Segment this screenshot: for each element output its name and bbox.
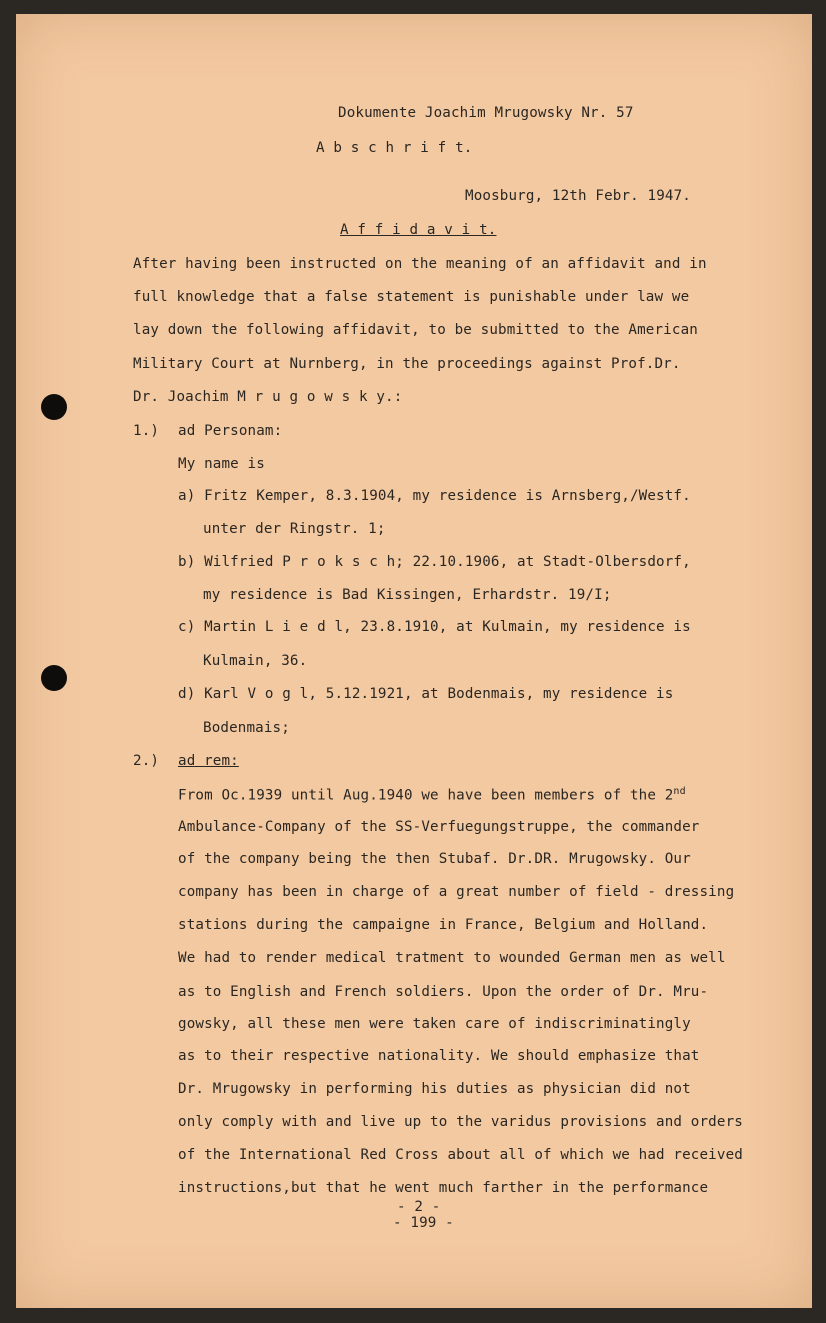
intro-line: Dr. Joachim M r u g o w s k y.: bbox=[133, 389, 403, 405]
section-lead: My name is bbox=[178, 456, 265, 472]
person-line: my residence is Bad Kissingen, Erhardstr. 19/I; bbox=[203, 587, 612, 603]
body-line: of the International Red Cross about all of which we had received bbox=[178, 1147, 743, 1163]
body-line: as to English and French soldiers. Upon the order of Dr. Mru- bbox=[178, 984, 709, 1000]
person-line: a) Fritz Kemper, 8.3.1904, my residence is Arnsberg,/Westf. bbox=[178, 488, 691, 504]
section-heading: ad Personam: bbox=[178, 423, 283, 439]
body-line bbox=[178, 786, 686, 804]
section-heading: ad rem: bbox=[178, 753, 239, 769]
section-number: 2.) bbox=[133, 753, 160, 769]
body-line: We had to render medical tratment to wounded German men as well bbox=[178, 950, 726, 966]
person-line: Kulmain, 36. bbox=[203, 653, 308, 669]
stamp-number: - 199 - bbox=[393, 1215, 454, 1231]
page-number: - 2 - bbox=[397, 1199, 441, 1215]
person-line: c) Martin L i e d l, 23.8.1910, at Kulmain, my residence is bbox=[178, 619, 691, 635]
person-line: unter der Ringstr. 1; bbox=[203, 521, 386, 537]
body-line: only comply with and live up to the varidus provisions and orders bbox=[178, 1114, 743, 1130]
person-line: b) Wilfried P r o k s c h; 22.10.1906, at Stadt-Olbersdorf, bbox=[178, 554, 691, 570]
body-line: as to their respective nationality. We should emphasize that bbox=[178, 1048, 700, 1064]
body-line: gowsky, all these men were taken care of indiscriminatingly bbox=[178, 1016, 691, 1032]
punch-hole-top bbox=[41, 394, 67, 420]
body-text: From Oc.1939 until Aug.1940 we have been members of the 2 bbox=[178, 787, 674, 804]
intro-line: full knowledge that a false statement is punishable under law we bbox=[133, 289, 690, 305]
body-line: Dr. Mrugowsky in performing his duties as physician did not bbox=[178, 1081, 691, 1097]
ordinal-superscript: nd bbox=[673, 786, 686, 797]
affidavit-title: A f f i d a v i t. bbox=[340, 222, 497, 238]
place-date: Moosburg, 12th Febr. 1947. bbox=[465, 188, 691, 204]
person-line: d) Karl V o g l, 5.12.1921, at Bodenmais, my residence is bbox=[178, 686, 674, 702]
body-line: company has been in charge of a great number of field - dressing bbox=[178, 884, 735, 900]
intro-line: Military Court at Nurnberg, in the proceedings against Prof.Dr. bbox=[133, 356, 681, 372]
punch-hole-bottom bbox=[41, 665, 67, 691]
abschrift-label: A b s c h r i f t. bbox=[316, 140, 473, 156]
intro-line: After having been instructed on the meaning of an affidavit and in bbox=[133, 256, 707, 272]
body-line: instructions,but that he went much farther in the performance bbox=[178, 1180, 709, 1196]
body-line: stations during the campaigne in France, Belgium and Holland. bbox=[178, 917, 709, 933]
section-number: 1.) bbox=[133, 423, 160, 439]
body-line: Ambulance-Company of the SS-Verfuegungstruppe, the commander bbox=[178, 819, 700, 835]
person-line: Bodenmais; bbox=[203, 720, 290, 736]
document-header: Dokumente Joachim Mrugowsky Nr. 57 bbox=[338, 105, 634, 121]
body-line: of the company being the then Stubaf. Dr.DR. Mrugowsky. Our bbox=[178, 851, 691, 867]
intro-line: lay down the following affidavit, to be submitted to the American bbox=[133, 322, 698, 338]
